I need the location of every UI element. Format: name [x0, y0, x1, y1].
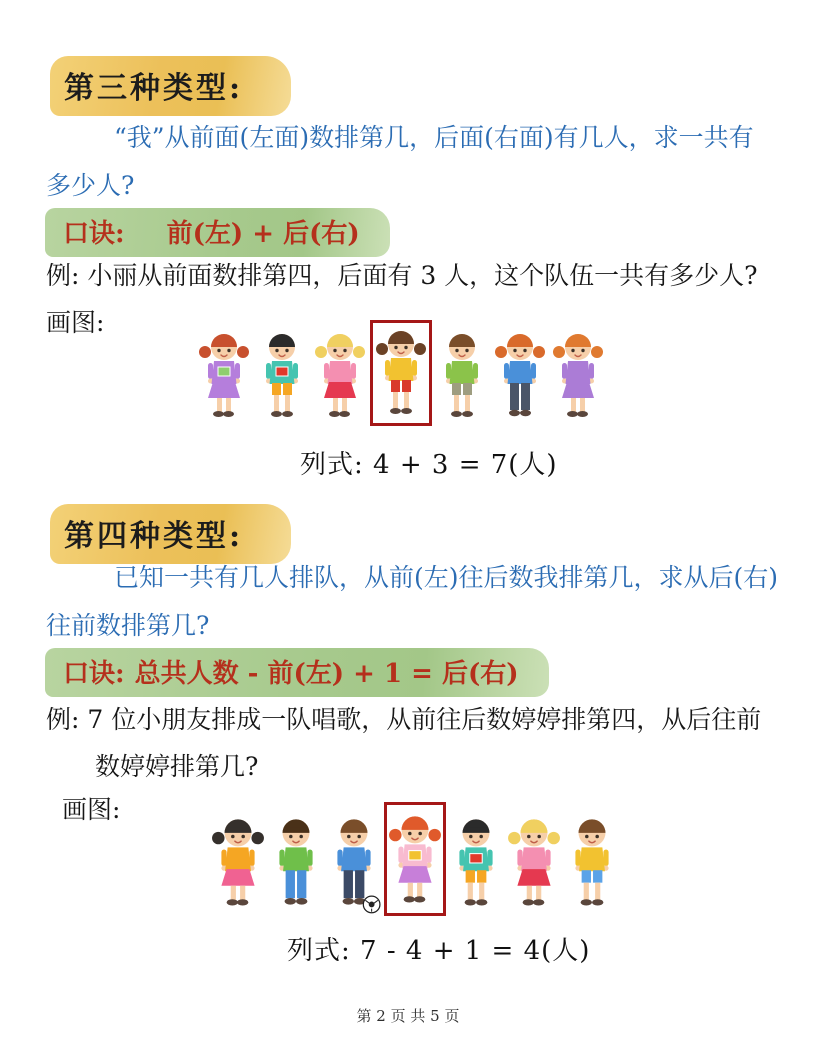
section3-koujue-bar: [45, 208, 390, 257]
section4-heading: 第四种类型:: [64, 519, 244, 554]
section4-draw-label: 画图:: [62, 795, 121, 824]
section4-example-line2: 数婷婷排第几?: [95, 752, 259, 781]
kid-figure: [210, 808, 266, 916]
highlighted-kid-box: [384, 802, 446, 916]
section4-koujue-label: 口诀:: [63, 659, 125, 689]
section3-example: 例: 小丽从前面数排第四，后面有 3 人，这个队伍一共有多少人?: [46, 261, 758, 290]
section4-example-line1: 例: 7 位小朋友排成一队唱歌，从前往后数婷婷排第四，从后往前: [46, 705, 762, 734]
kid-figure: [448, 808, 504, 916]
section3-queue-illustration: [196, 320, 606, 426]
section3-koujue-formula: 前(左) + 后(右): [166, 219, 360, 249]
section3-intro-line2: 多少人?: [46, 171, 135, 200]
kid-figure: [268, 808, 324, 916]
section3-intro-line1: “我”从前面(左面)数排第几，后面(右面)有几人，求一共有: [114, 123, 754, 152]
section3-koujue-label: 口诀:: [63, 219, 125, 249]
footer-page-number: 第 2 页 共 5 页: [356, 1007, 460, 1025]
section4-intro-line1: 已知一共有几人排队，从前(左)往后数我排第几，求从后(右): [114, 563, 779, 592]
section3-draw-label: 画图:: [46, 308, 105, 337]
kid-figure: [434, 326, 490, 426]
section4-koujue-formula: 总共人数 - 前(左) + 1 = 后(右): [134, 659, 519, 689]
kid-figure: [564, 808, 620, 916]
kid-figure: [196, 326, 252, 426]
kid-figure: [492, 326, 548, 426]
kid-figure: [312, 326, 368, 426]
section3-heading-highlight: [50, 56, 291, 116]
kid-figure: [254, 326, 310, 426]
section4-intro-line2: 往前数排第几?: [46, 611, 210, 640]
section4-heading-highlight: [50, 504, 291, 564]
kid-figure: [506, 808, 562, 916]
section4-equation: 列式: 7 - 4 + 1 = 4(人): [287, 936, 591, 966]
kid-figure: [326, 808, 382, 916]
section3-equation: 列式: 4 + 3 = 7(人): [300, 450, 558, 480]
kid-figure: [550, 326, 606, 426]
section3-heading: 第三种类型:: [64, 71, 244, 106]
section4-koujue-bar: [45, 648, 549, 697]
highlighted-kid-box: [370, 320, 432, 426]
section4-queue-illustration: [210, 802, 620, 916]
